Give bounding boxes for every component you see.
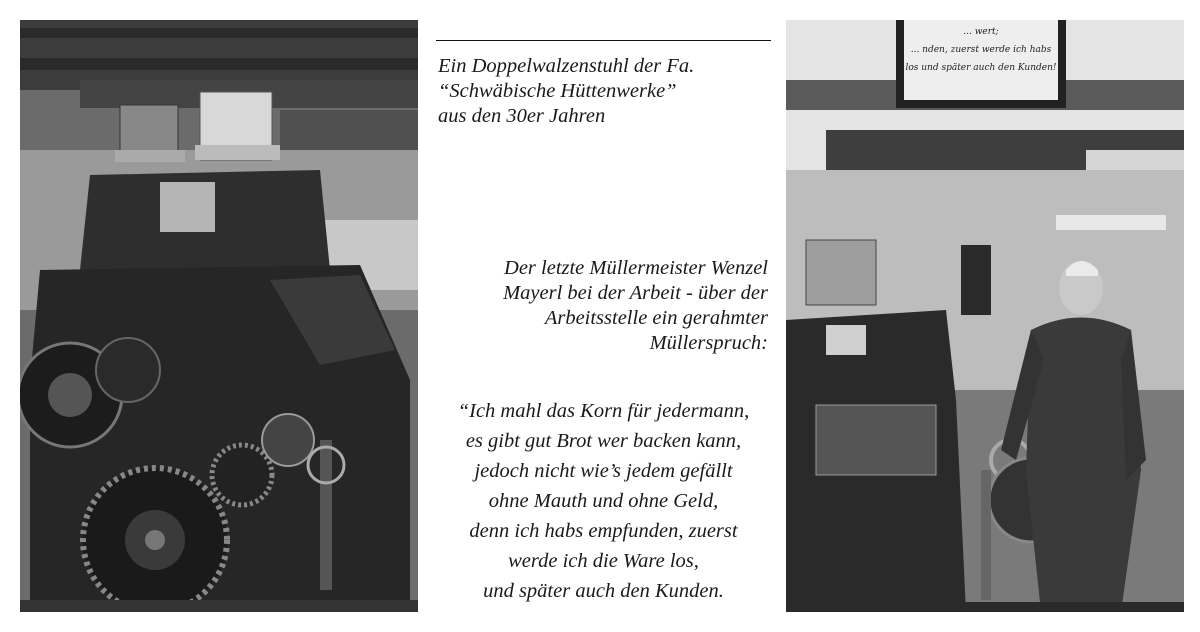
sign-line: ... wert;	[963, 27, 999, 37]
poem-line: und später auch den Kunden.	[483, 580, 724, 602]
caption-line: aus den 30er Jahren	[438, 105, 606, 127]
poem-line: werde ich die Ware los,	[508, 550, 699, 572]
poem-line: denn ich habs empfunden, zuerst	[469, 520, 738, 542]
poem-line: ohne Mauth und ohne Geld,	[488, 490, 719, 512]
photo-double-roller-mill	[20, 20, 418, 612]
caption-line: Mayerl bei der Arbeit - über der	[503, 282, 768, 304]
poem-line: jedoch nicht wie’s jedem gefällt	[474, 460, 733, 482]
poem-line: es gibt gut Brot wer backen kann,	[465, 430, 742, 452]
caption-line: Der letzte Müllermeister Wenzel	[504, 257, 768, 279]
millers-saying-poem	[436, 396, 771, 606]
miller-illustration	[786, 20, 1184, 612]
caption-roller-mill	[438, 54, 694, 129]
poem-line: “Ich mahl das Korn für jedermann,	[457, 400, 750, 422]
photo-miller-at-work	[786, 20, 1184, 612]
top-rule	[436, 40, 771, 41]
sign-line: ... nden, zuerst werde ich habs	[910, 45, 1052, 55]
caption-line: “Schwäbische Hüttenwerke”	[438, 80, 677, 102]
sign-line: los und später auch den Kunden!	[905, 63, 1057, 73]
caption-line: Müllerspruch:	[649, 332, 768, 354]
roller-mill-illustration	[20, 20, 418, 612]
caption-miller	[503, 256, 768, 356]
caption-line: Arbeitsstelle ein gerahmter	[544, 307, 768, 329]
caption-line: Ein Doppelwalzenstuhl der Fa.	[438, 55, 695, 77]
